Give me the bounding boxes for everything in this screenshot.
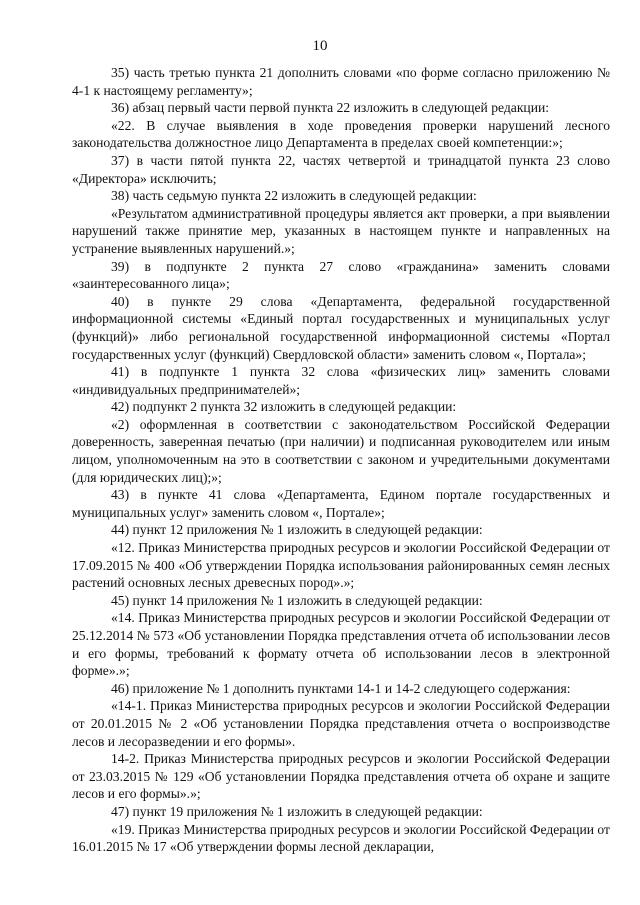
quote-result-procedure: «Результатом административной процедуры является акт проверки, а при выявлении нарушений также принятие мер, указанных в настоящем пункте и направленных на устранение выявленных нарушений.»; (72, 205, 610, 256)
quote-point-14: «14. Приказ Министерства природных ресурсов и экологии Российской Федерации от 25.12.2014 № 573 «Об установлении Порядка представления отчета об использовании лесов и его формы, требований к формату отчета об использовании лесов в электронной форме».»; (72, 610, 610, 679)
paragraph-43: 43) в пункте 41 слова «Департамента, Едином портале государственных и муниципальных услуг» заменить словом «, Портале»; (72, 487, 610, 520)
quote-subpoint-2: «2) оформленная в соответствии с законодательством Российской Федерации доверенность, заверенная печатью (при наличии) и подписанная руководителем или иным лицом, уполномоченным на это в соответствии с законом и учредительными документами (для юридических лиц);»; (72, 416, 610, 485)
quote-point-14-2: 14-2. Приказ Министерства природных ресурсов и экологии Российской Федерации от 23.03.2015 № 129 «Об установлении Порядка представления отчета об охране и защите лесов и его формы».»; (72, 751, 610, 802)
paragraph-42: 42) подпункт 2 пункта 32 изложить в следующей редакции: (111, 399, 457, 415)
paragraph-40: 40) в пункте 29 слова «Департамента, федеральной государственной информационной системы «Единый портал государственных и муниципальных услуг (функций)» либо региональной государственной информационной системы «Портал государственных услуг (функций) Свердловской области» заменить словом «, Портала»; (72, 293, 610, 362)
paragraph-46: 46) приложение № 1 дополнить пунктами 14-1 и 14-2 следующего содержания: (111, 680, 571, 696)
quote-point-14-1: «14-1. Приказ Министерства природных ресурсов и экологии Российской Федерации от 20.01.2015 № 2 «Об установлении Порядка представления отчета о воспроизводстве лесов и лесоразведении и его формы». (72, 698, 610, 749)
paragraph-39: 39) в подпункте 2 пункта 27 слово «гражданина» заменить словами «заинтересованного лица»; (72, 258, 610, 292)
paragraph-47: 47) пункт 19 приложения № 1 изложить в следующей редакции: (111, 803, 483, 819)
paragraph-41: 41) в подпункте 1 пункта 32 слова «физических лиц» заменить словами «индивидуальных предпринимателей»; (72, 364, 610, 397)
paragraph-37: 37) в части пятой пункта 22, частях четвертой и тринадцатой пункта 23 слово «Директора» исключить; (72, 152, 610, 186)
quote-point-19: «19. Приказ Министерства природных ресурсов и экологии Российской Федерации от 16.01.2015 № 17 «Об утверждении формы лесной декларации, (72, 821, 610, 855)
quote-paragraph-22: «22. В случае выявления в ходе проведения проверки нарушений лесного законодательства должностное лицо Департамента в пределах своей компетенции:»; (72, 117, 610, 151)
paragraph-36: 36) абзац первый части первой пункта 22 изложить в следующей редакции: (111, 100, 550, 116)
paragraph-44: 44) пункт 12 приложения № 1 изложить в следующей редакции: (111, 522, 483, 538)
paragraph-45: 45) пункт 14 приложения № 1 изложить в следующей редакции: (111, 592, 483, 608)
paragraph-38: 38) часть седьмую пункта 22 изложить в следующей редакции: (111, 188, 477, 204)
page-number: 10 (312, 38, 328, 54)
quote-point-12: «12. Приказ Министерства природных ресурсов и экологии Российской Федерации от 17.09.2015 № 400 «Об утверждении Порядка использования районированных семян лесных растений основных лесных древесных пород».»; (72, 540, 610, 591)
paragraph-35: 35) часть третью пункта 21 дополнить словами «по форме согласно приложению № 4-1 к настоящему регламенту»; (72, 65, 610, 98)
document-body (72, 64, 610, 856)
